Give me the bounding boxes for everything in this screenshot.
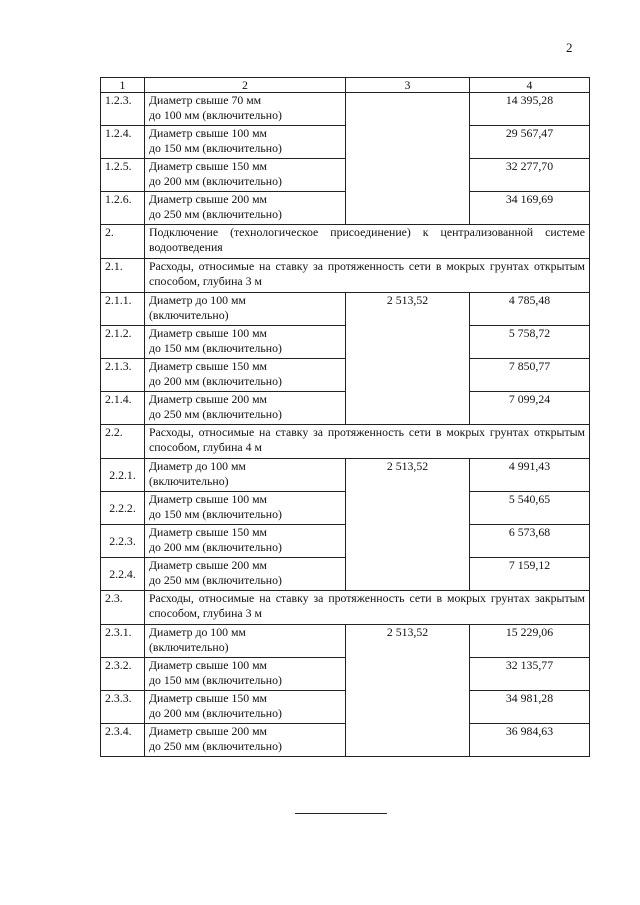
header-cell: 2 — [145, 78, 346, 93]
row-description: Диаметр свыше 100 мм до 150 мм (включительно) — [145, 326, 346, 359]
row-code: 2.1.2. — [101, 326, 145, 359]
header-cell: 4 — [470, 78, 590, 93]
header-row — [101, 78, 590, 93]
table-row — [101, 392, 590, 425]
rate-cell-empty — [346, 93, 470, 225]
rate-cell: 2 513,52 — [346, 459, 470, 591]
rate-cell: 2 513,52 — [346, 625, 470, 757]
table-row — [101, 691, 590, 724]
row-code: 1.2.3. — [101, 93, 145, 126]
row-value: 6 573,68 — [470, 525, 590, 558]
row-description: Диаметр свыше 200 мм до 250 мм (включительно) — [145, 724, 346, 757]
row-description: Диаметр до 100 мм (включительно) — [145, 459, 346, 492]
table-row — [101, 293, 590, 326]
row-code: 2.2.4. — [101, 558, 145, 591]
row-code: 2.1.1. — [101, 293, 145, 326]
row-code: 1.2.5. — [101, 159, 145, 192]
row-description: Диаметр свыше 100 мм до 150 мм (включительно) — [145, 492, 346, 525]
row-description: Диаметр до 100 мм (включительно) — [145, 293, 346, 326]
table-row — [101, 192, 590, 225]
row-description: Диаметр свыше 200 мм до 250 мм (включительно) — [145, 558, 346, 591]
section-title: Расходы, относимые на ставку за протяженность сети в мокрых грунтах открытым способом, глубина 4 м — [145, 425, 590, 459]
row-description: Диаметр свыше 100 мм до 150 мм (включительно) — [145, 126, 346, 159]
row-value: 29 567,47 — [470, 126, 590, 159]
table-row — [101, 658, 590, 691]
row-code: 1.2.4. — [101, 126, 145, 159]
footer-rule — [295, 813, 387, 814]
row-description: Диаметр свыше 150 мм до 200 мм (включительно) — [145, 525, 346, 558]
section-row — [101, 259, 590, 293]
row-value: 32 277,70 — [470, 159, 590, 192]
section-code: 2.3. — [101, 591, 145, 625]
row-value: 7 099,24 — [470, 392, 590, 425]
rate-cell: 2 513,52 — [346, 293, 470, 425]
table-row — [101, 558, 590, 591]
row-value: 7 850,77 — [470, 359, 590, 392]
section-code: 2. — [101, 225, 145, 259]
table-row — [101, 625, 590, 658]
header-cell: 3 — [346, 78, 470, 93]
row-value: 4 785,48 — [470, 293, 590, 326]
row-description: Диаметр свыше 150 мм до 200 мм (включительно) — [145, 691, 346, 724]
row-description: Диаметр свыше 100 мм до 150 мм (включительно) — [145, 658, 346, 691]
tariff-table — [100, 77, 590, 757]
row-value: 32 135,77 — [470, 658, 590, 691]
section-code: 2.2. — [101, 425, 145, 459]
row-value: 14 395,28 — [470, 93, 590, 126]
row-code: 1.2.6. — [101, 192, 145, 225]
row-code: 2.3.3. — [101, 691, 145, 724]
row-value: 7 159,12 — [470, 558, 590, 591]
row-description: Диаметр до 100 мм (включительно) — [145, 625, 346, 658]
section-row — [101, 225, 590, 259]
row-description: Диаметр свыше 200 мм до 250 мм (включительно) — [145, 192, 346, 225]
table-row — [101, 126, 590, 159]
section-row — [101, 425, 590, 459]
row-code: 2.2.1. — [101, 459, 145, 492]
row-description: Диаметр свыше 150 мм до 200 мм (включительно) — [145, 359, 346, 392]
row-code: 2.1.3. — [101, 359, 145, 392]
row-value: 5 540,65 — [470, 492, 590, 525]
section-title: Расходы, относимые на ставку за протяженность сети в мокрых грунтах открытым способом, глубина 3 м — [145, 259, 590, 293]
table-row — [101, 359, 590, 392]
row-value: 15 229,06 — [470, 625, 590, 658]
row-description: Диаметр свыше 150 мм до 200 мм (включительно) — [145, 159, 346, 192]
row-value: 34 169,69 — [470, 192, 590, 225]
row-value: 36 984,63 — [470, 724, 590, 757]
row-code: 2.1.4. — [101, 392, 145, 425]
table-row — [101, 159, 590, 192]
row-code: 2.3.4. — [101, 724, 145, 757]
header-cell: 1 — [101, 78, 145, 93]
section-row — [101, 591, 590, 625]
section-code: 2.1. — [101, 259, 145, 293]
row-code: 2.3.2. — [101, 658, 145, 691]
table-row — [101, 93, 590, 126]
table-row — [101, 525, 590, 558]
row-code: 2.3.1. — [101, 625, 145, 658]
row-value: 5 758,72 — [470, 326, 590, 359]
table-row — [101, 492, 590, 525]
table-row — [101, 459, 590, 492]
section-title: Расходы, относимые на ставку за протяженность сети в мокрых грунтах закрытым способом, глубина 3 м — [145, 591, 590, 625]
row-description: Диаметр свыше 70 мм до 100 мм (включительно) — [145, 93, 346, 126]
row-description: Диаметр свыше 200 мм до 250 мм (включительно) — [145, 392, 346, 425]
row-value: 4 991,43 — [470, 459, 590, 492]
row-code: 2.2.2. — [101, 492, 145, 525]
table-row — [101, 724, 590, 757]
row-value: 34 981,28 — [470, 691, 590, 724]
table-row — [101, 326, 590, 359]
page-number: 2 — [566, 40, 573, 55]
row-code: 2.2.3. — [101, 525, 145, 558]
section-title: Подключение (технологическое присоединение) к централизованной системе водоотведения — [145, 225, 590, 259]
